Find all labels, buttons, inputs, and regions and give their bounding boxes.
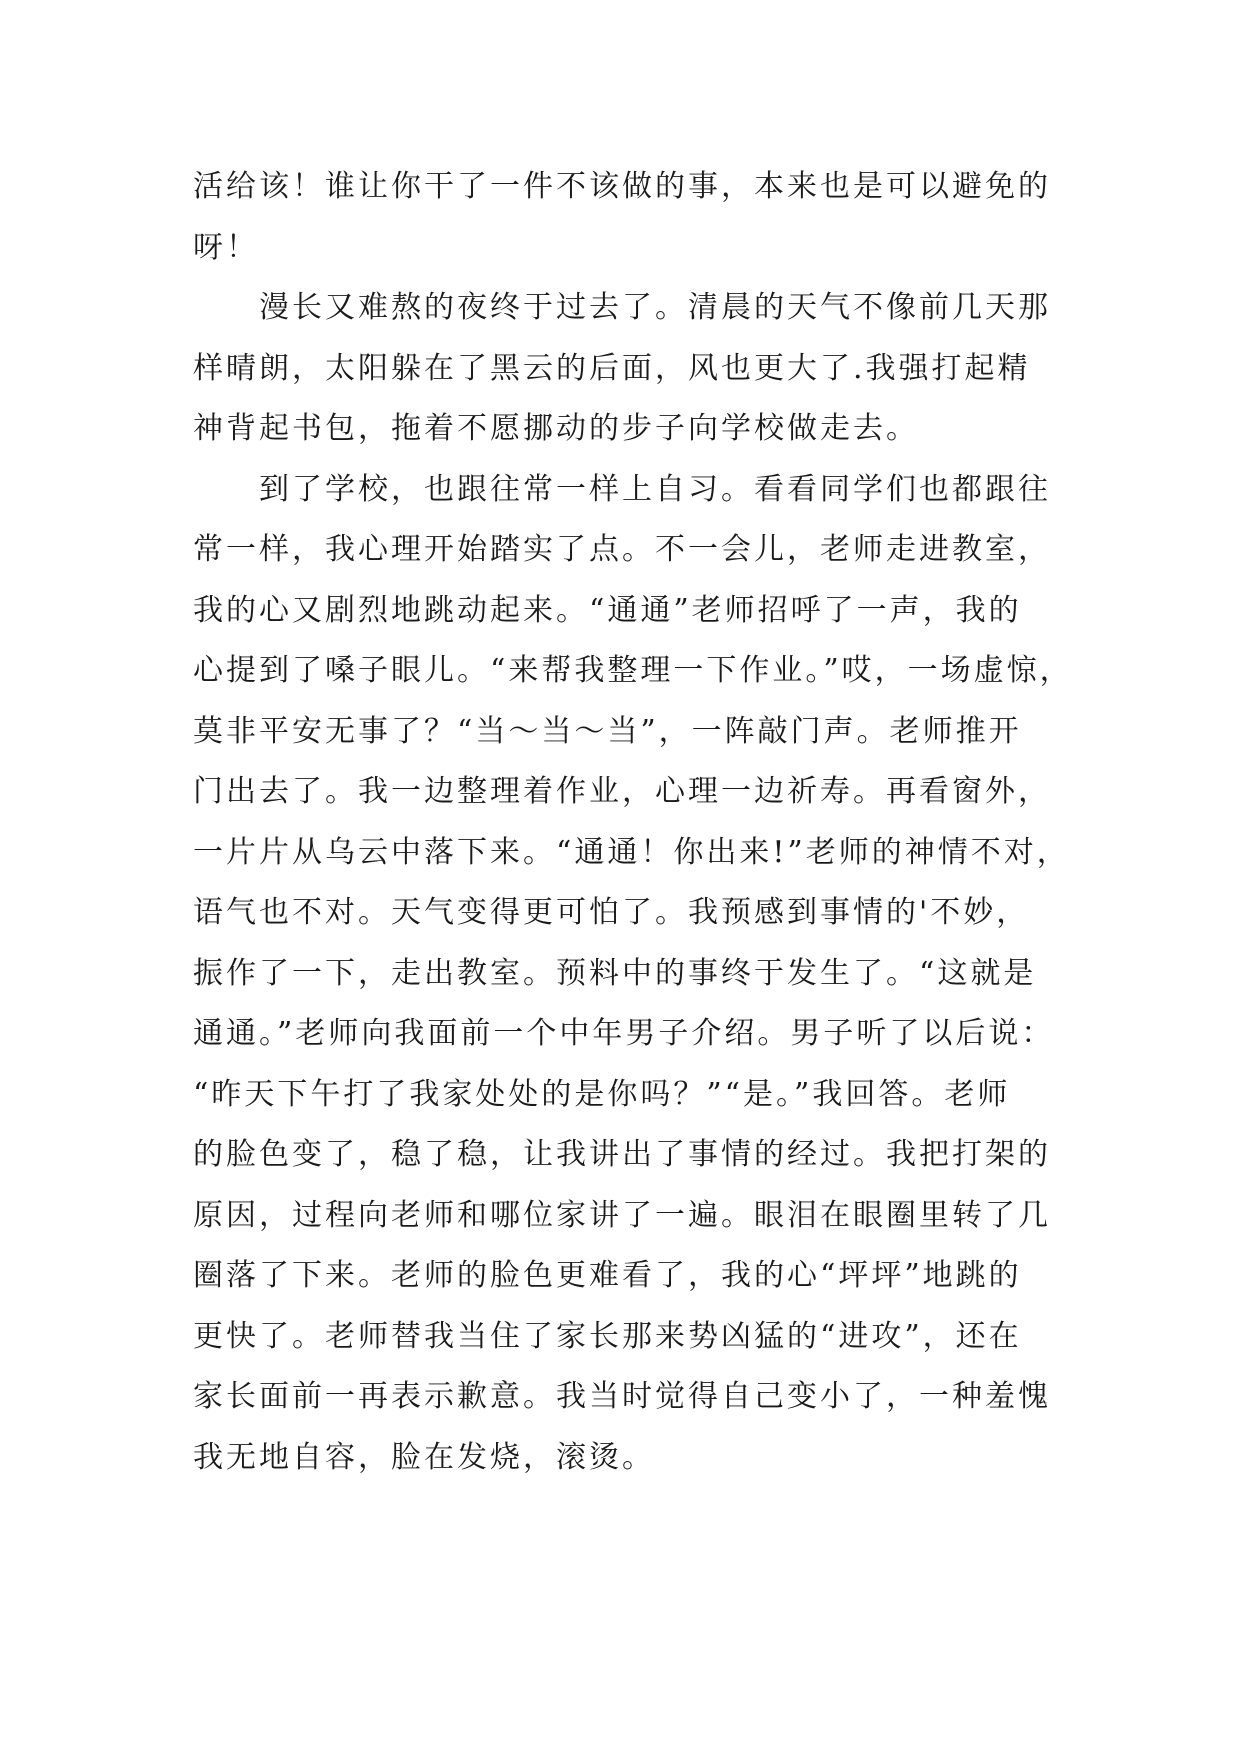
text-line: 圈落了下来。老师的脸色更难看了，我的心“坪坪”地跳的: [193, 1258, 1022, 1293]
text-line: 振作了一下，走出教室。预料中的事终于发生了。“这就是: [193, 955, 1037, 991]
body-text: [193, 157, 1093, 1488]
text-line: 一片片从乌云中落下来。“通通！你出来!”老师的神情不对，: [193, 834, 1070, 870]
text-line: 我的心又剧烈地跳动起来。“通通”老师招呼了一声，我的: [193, 592, 1022, 628]
text-line: 原因，过程向老师和哪位家讲了一遍。眼泪在眼圈里转了几: [193, 1197, 1051, 1233]
text-line: 门出去了。我一边整理着作业，心理一边祈寿。再看窗外，: [193, 774, 1051, 809]
text-line: 到了学校，也跟往常一样上自习。看看同学们也都跟往: [193, 471, 1051, 507]
text-line: 样晴朗，太阳躲在了黑云的后面，风也更大了.我强打起精: [193, 350, 1031, 386]
text-line: 漫长又难熬的夜终于过去了。清晨的天气不像前几天那: [193, 290, 1051, 325]
text-line: 语气也不对。天气变得更可怕了。我预感到事情的'不妙，: [193, 895, 1030, 930]
text-line: 神背起书包，拖着不愿挪动的步子向学校做走去。: [193, 411, 919, 446]
text-line: 家长面前一再表示歉意。我当时觉得自己变小了，一种羞愧: [193, 1379, 1051, 1414]
text-line: 活给该！谁让你干了一件不该做的事，本来也是可以避免的: [193, 169, 1051, 204]
text-line: 莫非平安无事了？“当～当～当”，一阵敲门声。老师推开: [193, 713, 1022, 749]
text-line: 心提到了嗓子眼儿。“来帮我整理一下作业。”哎，一场虚惊，: [193, 653, 1073, 688]
text-line: 通通。”老师向我面前一个中年男子介绍。男子听了以后说：: [193, 1016, 1055, 1051]
text-line: 呀！: [193, 229, 259, 265]
text-line: “昨天下午打了我家处处的是你吗？”“是。”我回答。老师: [193, 1076, 1011, 1112]
text-line: 更快了。老师替我当住了家长那来势凶猛的“进攻”，还在: [193, 1318, 1022, 1354]
text-line: 常一样，我心理开始踏实了点。不一会儿，老师走进教室，: [193, 532, 1051, 567]
text-line: 的脸色变了，稳了稳，让我讲出了事情的经过。我把打架的: [193, 1137, 1051, 1172]
text-line: 我无地自容，脸在发烧，滚烫。: [193, 1439, 655, 1475]
